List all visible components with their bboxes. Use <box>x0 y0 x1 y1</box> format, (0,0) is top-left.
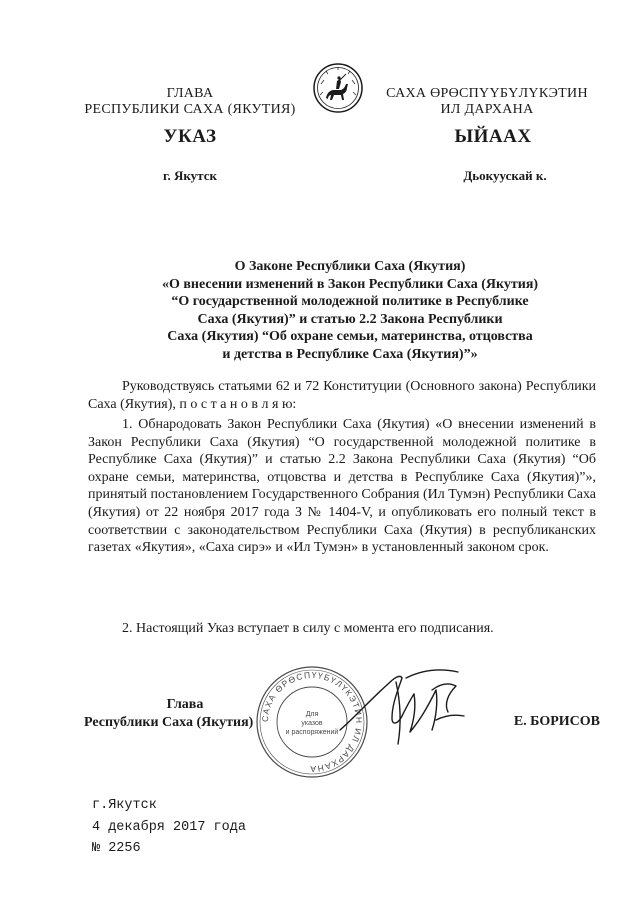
coat-of-arms-icon <box>312 62 364 114</box>
city-right: Дьокуускай к. <box>463 168 547 183</box>
header-right-line2: ИЛ ДАРХАНА <box>440 102 534 117</box>
title-line: «О внесении изменений в Закон Республики Саха (Якутия) <box>161 276 539 292</box>
footer-date: 4 декабря 2017 года <box>92 820 246 835</box>
footer-number: № 2256 <box>92 841 141 856</box>
signatory-name: Е. БОРИСОВ <box>513 714 600 729</box>
header-right <box>372 86 602 118</box>
decree-title <box>90 258 610 363</box>
footer-city: г.Якутск <box>92 798 157 813</box>
preamble-paragraph: Руководствуясь статьями 62 и 72 Конституции (Основного закона) Республики Саха (Якутия), п о с т а н о в л я ю: <box>88 379 596 412</box>
seal-center-line1: Для <box>305 711 319 718</box>
doctype-left: УКАЗ <box>163 126 217 147</box>
header-left-line2: РЕСПУБЛИКИ САХА (ЯКУТИЯ) <box>84 102 296 117</box>
title-line: Саха (Якутия) “Об охране семьи, материнства, отцовства <box>167 329 533 344</box>
city-left: г. Якутск <box>163 168 217 183</box>
doctype-right: ЫЙААХ <box>454 126 532 147</box>
header-left <box>70 86 310 118</box>
title-line: “О государственной молодежной политике в Республике <box>171 294 529 309</box>
title-line: О Законе Республики Саха (Якутия) <box>234 259 466 274</box>
item-1-paragraph: 1. Обнародовать Закон Республики Саха (Якутия) «О внесении изменений в Закон Республики Саха (Якутия) “О государственной молодежной политике в Республике Саха (Якутия)” и статью 2.2 Закона Республики Саха (Якутия) “Об охране семьи, материнства, отцовства и детства в Республике Саха (Якутия)”», принятый постановлением Государственного Собрания (Ил Тумэн) Республики Саха (Якутия) от 22 ноября 2017 года З № 1404-V, и опубликовать его полный текст в соответствии с законодательством Республики Саха (Якутия) в республиканских газетах «Якутия», «Саха сирэ» и «Ил Тумэн» в установленный законом срок. <box>88 417 596 556</box>
item-2-paragraph: 2. Настоящий Указ вступает в силу с момента его подписания. <box>122 621 494 636</box>
title-line: и детства в Республике Саха (Якутия)”» <box>222 346 478 362</box>
seal-center-line3: и распоряжений <box>285 729 339 736</box>
seal-center-line2: указов <box>301 720 323 727</box>
header-right-line1: САХА ӨРӨСПҮҮБҮЛҮКЭТИН <box>386 86 588 101</box>
header-left-line1: ГЛАВА <box>166 86 214 101</box>
title-line: Саха (Якутия)” и статью 2.2 Закона Республики <box>197 311 503 327</box>
seal-ring-text: САХА ӨРӨСПҮҮБҮЛҮКЭТИН ИЛ ДАРХАНА <box>259 669 365 775</box>
signature-position-line2: Республики Саха (Якутия) <box>84 715 254 730</box>
handwritten-signature <box>336 660 486 760</box>
signature-position-line1: Глава <box>166 697 204 712</box>
